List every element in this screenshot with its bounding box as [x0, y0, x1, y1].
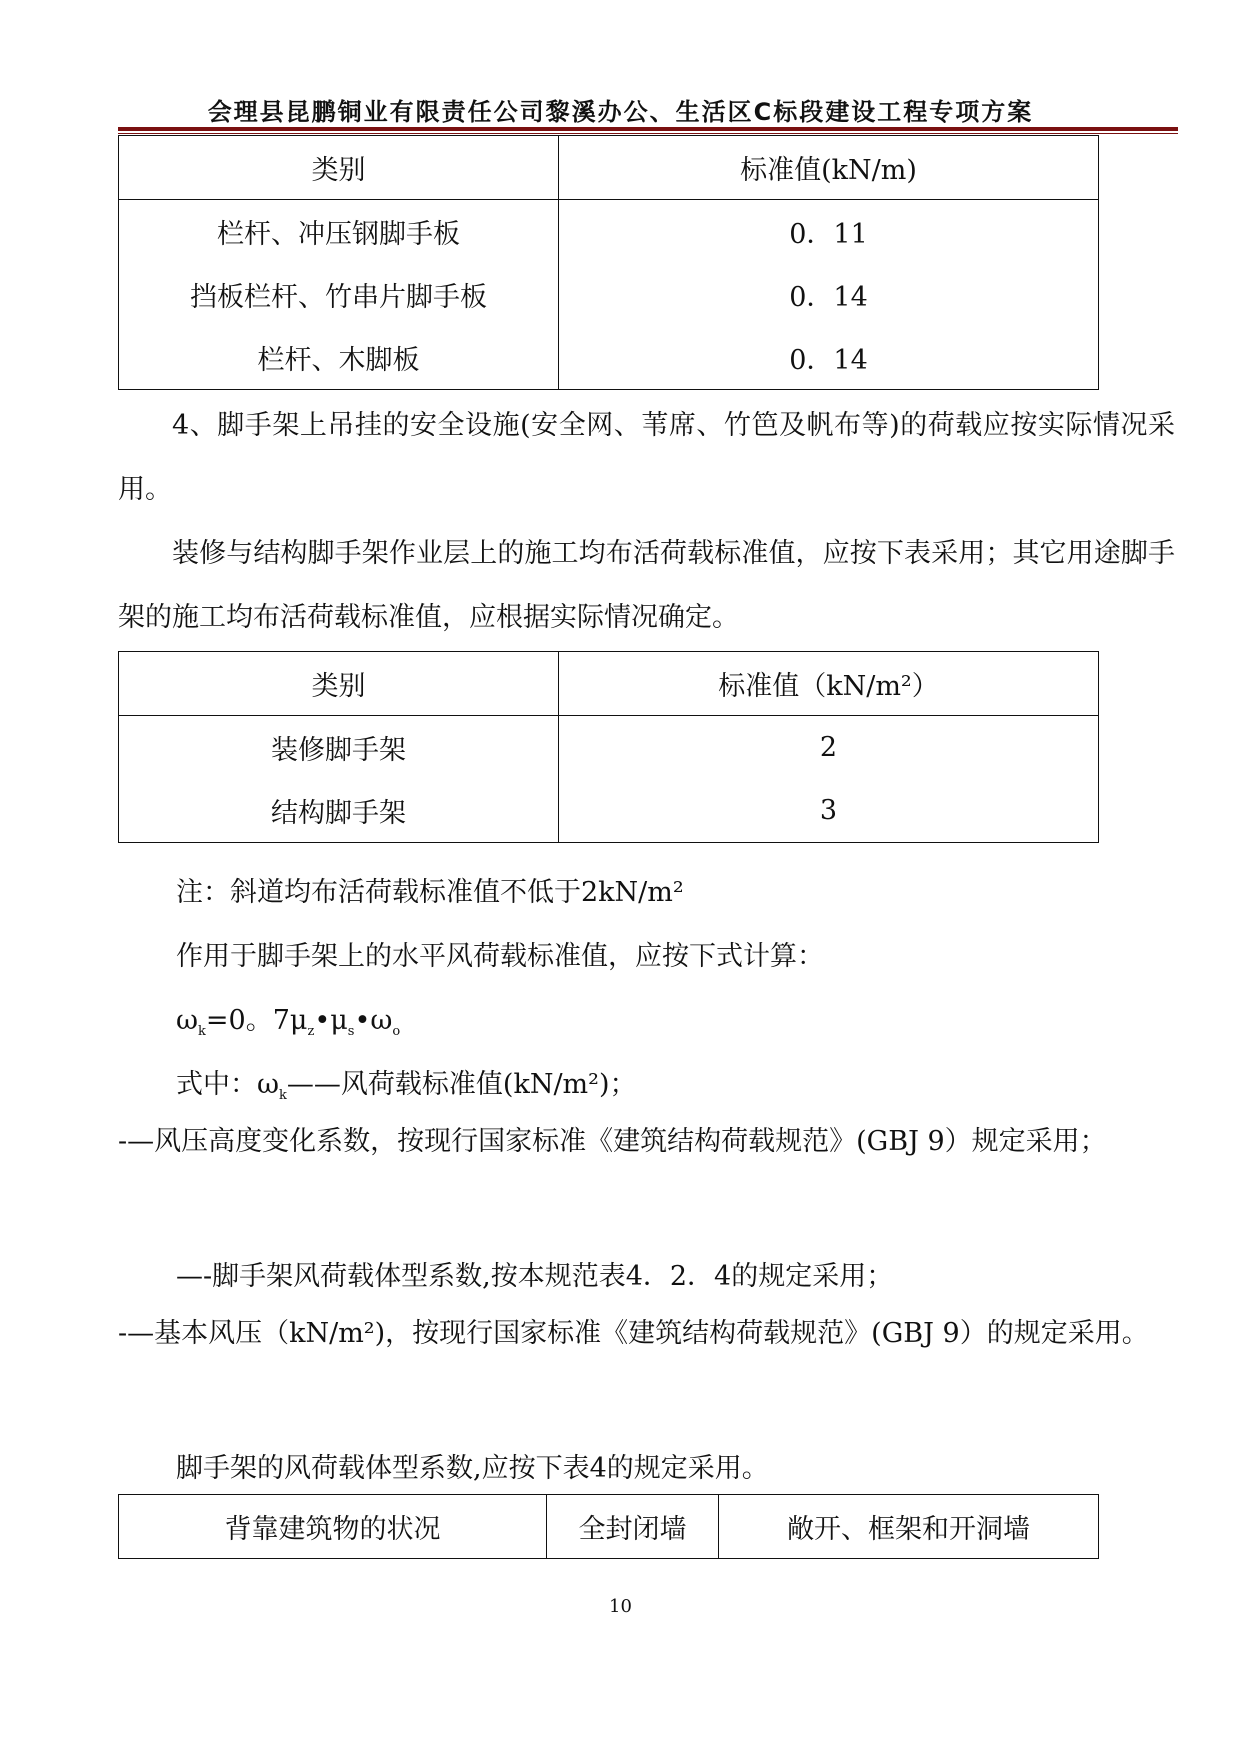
table-row [119, 200, 1099, 264]
formula-subscript: z [307, 1024, 315, 1039]
table-cell: 0．14 [559, 263, 1099, 326]
formula-part: •μ [314, 1005, 348, 1036]
column-header: 背靠建筑物的状况 [119, 1495, 547, 1559]
formula-part: =0。7μ [205, 1005, 308, 1036]
table-header-row [119, 652, 1099, 716]
live-load-table [118, 651, 1099, 843]
table-cell: 3 [559, 779, 1099, 843]
paragraph-shape-coefficient-table: 脚手架的风荷载体型系数,应按下表4的规定采用。 [176, 1453, 769, 1484]
wind-load-intro: 作用于脚手架上的水平风荷载标准值，应按下式计算： [176, 941, 824, 972]
note-ramp-load: 注：斜道均布活荷载标准值不低于2kN/m² [176, 877, 684, 908]
where-rest: ——风荷载标准值(kN/m²)； [286, 1069, 637, 1100]
column-header: 标准值（kN/m²） [559, 652, 1099, 716]
where-subscript: k [279, 1088, 287, 1103]
table-cell: 挡板栏杆、竹串片脚手板 [119, 263, 559, 326]
table-header-row [119, 1495, 1099, 1559]
table-row [119, 326, 1099, 390]
table-cell: 装修脚手架 [119, 716, 559, 780]
definition-shape-coefficient: —-脚手架风荷载体型系数,按本规范表4．2．4的规定采用； [176, 1261, 894, 1292]
table-cell: 栏杆、木脚板 [119, 326, 559, 390]
column-header: 类别 [119, 136, 559, 200]
definition-basic-wind-pressure: -—基本风压（kN/m²)，按现行国家标准《建筑结构荷载规范》(GBJ 9）的规定采用。 [118, 1318, 1149, 1349]
formula-where-line [176, 1062, 637, 1103]
table-header-row [119, 136, 1099, 200]
page-number: 10 [609, 1596, 632, 1617]
table-cell: 0．14 [559, 326, 1099, 390]
paragraph-safety-facilities: 4、脚手架上吊挂的安全设施(安全网、苇席、竹笆及帆布等)的荷载应按实际情况采用。 [118, 410, 1175, 505]
shape-coefficient-table [118, 1494, 1099, 1559]
table-cell: 0．11 [559, 200, 1099, 264]
formula-subscript: s [347, 1024, 355, 1039]
table-row [119, 779, 1099, 843]
column-header: 标准值(kN/m) [559, 136, 1099, 200]
table-cell: 2 [559, 716, 1099, 780]
column-header: 全封闭墙 [547, 1495, 719, 1559]
column-header: 类别 [119, 652, 559, 716]
header-divider-thin [118, 133, 1178, 134]
railing-load-table [118, 135, 1099, 390]
table-cell: 结构脚手架 [119, 779, 559, 843]
header-title: 会理县昆鹏铜业有限责任公司黎溪办公、生活区C标段建设工程专项方案 [207, 98, 1034, 126]
header-divider-thick [118, 127, 1178, 131]
formula-part: ω [176, 1005, 199, 1036]
formula-part: •ω [354, 1005, 393, 1036]
column-header: 敞开、框架和开洞墙 [719, 1495, 1099, 1559]
wind-load-formula [176, 998, 400, 1039]
formula-subscript: o [392, 1024, 401, 1039]
definition-height-coefficient: -—风压高度变化系数，按现行国家标准《建筑结构荷载规范》(GBJ 9）规定采用； [118, 1126, 1107, 1157]
table-cell: 栏杆、冲压钢脚手板 [119, 200, 559, 264]
table-row [119, 716, 1099, 780]
where-prefix: 式中：ω [176, 1069, 280, 1100]
table-row [119, 263, 1099, 326]
formula-subscript: k [198, 1024, 206, 1039]
paragraph-live-load: 装修与结构脚手架作业层上的施工均布活荷载标准值，应按下表采用；其它用途脚手架的施工均布活荷载标准值，应根据实际情况确定。 [118, 538, 1175, 633]
